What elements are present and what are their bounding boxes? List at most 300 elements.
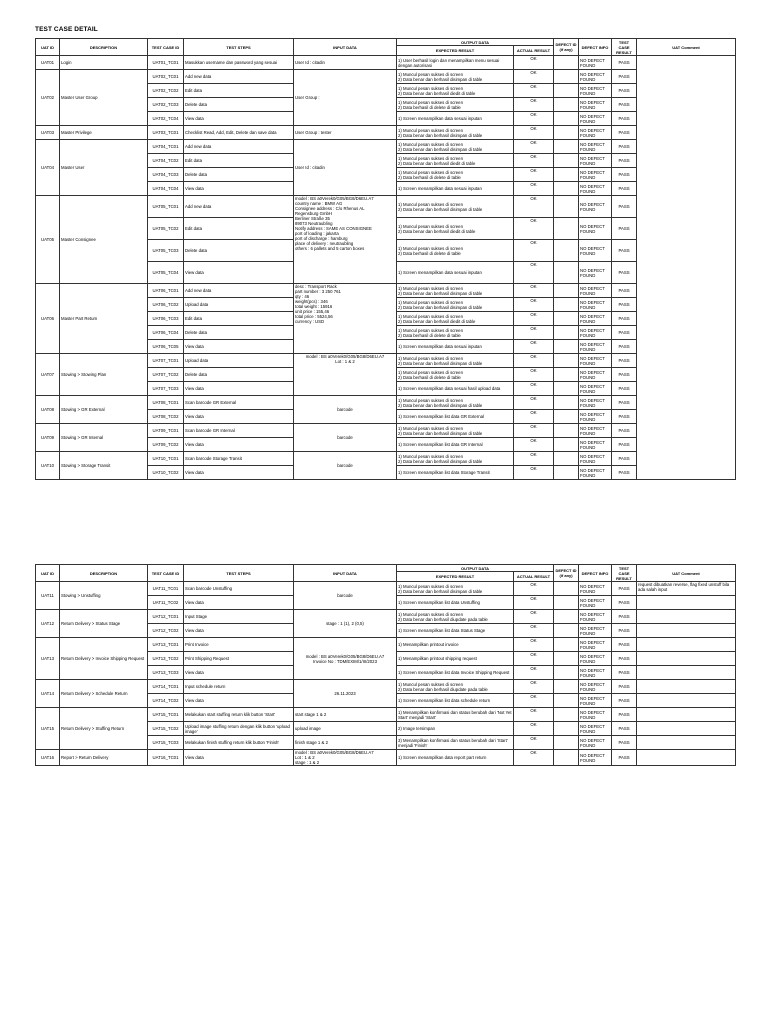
test-step-cell: Melakukan start stuffing return klik button 'Start' [184, 708, 294, 722]
defect-id-cell [554, 396, 579, 410]
table-row [36, 610, 736, 624]
expected-result-cell: 1) Muncul pesan sukses di screen 2) Data benar dan berhasil disimpan di table [397, 582, 514, 596]
table-row [36, 284, 736, 298]
test-case-result-cell: PASS [612, 638, 637, 652]
actual-result-cell: OK [514, 438, 554, 452]
uat-comment-cell [637, 624, 736, 638]
input-data-cell: finish stage 1 & 2 [294, 736, 397, 750]
test-step-cell: Upload data [184, 354, 294, 368]
header-defect-info: DEFECT INFO [579, 565, 612, 582]
test-case-id-cell: UAT11_TC02 [148, 596, 184, 610]
test-case-id-cell: UAT01_TC01 [148, 56, 184, 70]
input-data-cell: barcode [294, 396, 397, 424]
test-case-result-cell: PASS [612, 694, 637, 708]
description-cell: Stowing > Stowing Plan [60, 354, 148, 396]
uat-comment-cell [637, 708, 736, 722]
defect-id-cell [554, 298, 579, 312]
expected-result-cell: 1) Muncul pesan sukses di screen 2) Data berhasil di delete di table [397, 168, 514, 182]
test-step-cell: View data [184, 694, 294, 708]
test-step-cell: Scan barcode Unstuffing [184, 582, 294, 596]
defect-id-cell [554, 466, 579, 480]
table-row [36, 638, 736, 652]
expected-result-cell: 1) Screen menampilkan list data Storage Transit [397, 466, 514, 480]
description-cell: Master User [60, 140, 148, 196]
defect-id-cell [554, 98, 579, 112]
test-case-id-cell: UAT03_TC01 [148, 126, 184, 140]
test-step-cell: Edit data [184, 218, 294, 240]
expected-result-cell: 1) Muncul pesan sukses di screen 2) Data benar dan berhasil disimpan di table [397, 424, 514, 438]
test-step-cell: Checklist Read, Add, Edit, Delete dan save data [184, 126, 294, 140]
defect-info-cell: NO DEFECT FOUND [579, 112, 612, 126]
expected-result-cell: 1) Screen menampilkan list data Unstuffing [397, 596, 514, 610]
test-case-id-cell: UAT13_TC03 [148, 666, 184, 680]
test-case-id-cell: UAT13_TC01 [148, 638, 184, 652]
test-case-result-cell: PASS [612, 596, 637, 610]
defect-id-cell [554, 452, 579, 466]
test-step-cell: Masukkan username dan password yang sesuai [184, 56, 294, 70]
test-step-cell: Add new data [184, 70, 294, 84]
test-case-result-cell: PASS [612, 312, 637, 326]
description-cell: Return Delivery > Schedule Return [60, 680, 148, 708]
expected-result-cell: 1) Muncul pesan sukses di screen 2) Data benar dan berhasil diupdate pada table [397, 610, 514, 624]
expected-result-cell: 1) Muncul pesan sukses di screen 2) Data benar dan berhasil disimpan di table [397, 140, 514, 154]
actual-result-cell: OK [514, 312, 554, 326]
actual-result-cell: OK [514, 694, 554, 708]
uat-comment-cell [637, 680, 736, 694]
expected-result-cell: 3) Menampilkan konfirmasi dan status berubah dari 'Start' menjadi 'Finish' [397, 736, 514, 750]
description-cell: Stowing > GR Internal [60, 424, 148, 452]
defect-id-cell [554, 218, 579, 240]
actual-result-cell: OK [514, 240, 554, 262]
test-step-cell: Melakukan finish stuffing return klik button 'Finish' [184, 736, 294, 750]
table-row [36, 708, 736, 722]
defect-info-cell: NO DEFECT FOUND [579, 168, 612, 182]
test-case-id-cell: UAT08_TC02 [148, 410, 184, 424]
test-case-id-cell: UAT05_TC03 [148, 240, 184, 262]
defect-id-cell [554, 312, 579, 326]
test-step-cell: View data [184, 596, 294, 610]
test-case-id-cell: UAT16_TC01 [148, 750, 184, 766]
test-step-cell: Delete data [184, 98, 294, 112]
actual-result-cell: OK [514, 98, 554, 112]
test-case-id-cell: UAT15_TC01 [148, 708, 184, 722]
test-case-result-cell: PASS [612, 84, 637, 98]
uat-id-cell: UAT14 [36, 680, 60, 708]
header-test-case-result: TEST CASE RESULT [612, 39, 637, 56]
actual-result-cell: OK [514, 652, 554, 666]
table-row [36, 396, 736, 410]
test-case-id-cell: UAT04_TC01 [148, 140, 184, 154]
header-output-data: OUTPUT DATA [397, 39, 554, 46]
defect-info-cell: NO DEFECT FOUND [579, 182, 612, 196]
test-step-cell: View data [184, 466, 294, 480]
defect-id-cell [554, 652, 579, 666]
input-data-cell: 26.11.2023 [294, 680, 397, 708]
test-case-result-cell: PASS [612, 154, 637, 168]
test-case-id-cell: UAT10_TC02 [148, 466, 184, 480]
expected-result-cell: 1) Muncul pesan sukses di screen 2) Data benar dan berhasil disimpan di table [397, 70, 514, 84]
defect-id-cell [554, 56, 579, 70]
input-data-cell: start stage 1 & 2 [294, 708, 397, 722]
defect-info-cell: NO DEFECT FOUND [579, 84, 612, 98]
defect-info-cell: NO DEFECT FOUND [579, 382, 612, 396]
test-case-result-cell: PASS [612, 240, 637, 262]
test-case-id-cell: UAT06_TC02 [148, 298, 184, 312]
header-expected-result: EXPECTED RESULT [397, 572, 514, 582]
test-case-result-cell: PASS [612, 410, 637, 424]
test-step-cell: View data [184, 112, 294, 126]
actual-result-cell: OK [514, 680, 554, 694]
header-expected-result: EXPECTED RESULT [397, 46, 514, 56]
header-uat-id: UAT ID [36, 565, 60, 582]
uat-id-cell: UAT16 [36, 750, 60, 766]
test-case-result-cell: PASS [612, 70, 637, 84]
uat-comment-cell [637, 666, 736, 680]
uat-id-cell: UAT02 [36, 70, 60, 126]
expected-result-cell: 1) Muncul pesan sukses di screen 2) Data berhasil di delete di table [397, 368, 514, 382]
defect-id-cell [554, 666, 579, 680]
test-case-result-cell: PASS [612, 382, 637, 396]
actual-result-cell: OK [514, 298, 554, 312]
test-step-cell: Edit data [184, 84, 294, 98]
uat-id-cell: UAT05 [36, 196, 60, 284]
test-case-id-cell: UAT05_TC02 [148, 218, 184, 240]
test-case-id-cell: UAT05_TC01 [148, 196, 184, 218]
defect-info-cell: NO DEFECT FOUND [579, 56, 612, 70]
test-case-result-cell: PASS [612, 218, 637, 240]
test-step-cell: Scan barcode GR External [184, 396, 294, 410]
defect-info-cell: NO DEFECT FOUND [579, 736, 612, 750]
test-case-id-cell: UAT14_TC02 [148, 694, 184, 708]
table-row [36, 126, 736, 140]
defect-info-cell: NO DEFECT FOUND [579, 218, 612, 240]
header-actual-result: ACTUAL RESULT [514, 572, 554, 582]
test-case-result-cell: PASS [612, 424, 637, 438]
defect-info-cell: NO DEFECT FOUND [579, 126, 612, 140]
expected-result-cell: 1) Screen menampilkan list data GR External [397, 410, 514, 424]
defect-id-cell [554, 168, 579, 182]
defect-info-cell: NO DEFECT FOUND [579, 638, 612, 652]
table-row [36, 56, 736, 70]
uat-comment-cell [637, 610, 736, 624]
defect-id-cell [554, 126, 579, 140]
defect-info-cell: NO DEFECT FOUND [579, 596, 612, 610]
test-case-result-cell: PASS [612, 722, 637, 736]
test-case-id-cell: UAT15_TC03 [148, 736, 184, 750]
input-data-cell: User Id : citadin [294, 140, 397, 196]
test-case-id-cell: UAT06_TC01 [148, 284, 184, 298]
uat-id-cell: UAT03 [36, 126, 60, 140]
expected-result-cell: 1) Muncul pesan sukses di screen 2) Data berhasil di delete di table [397, 240, 514, 262]
description-cell: Master Consignee [60, 196, 148, 284]
expected-result-cell: 1) Screen menampilkan data sesuai inputan [397, 262, 514, 284]
test-step-cell: View data [184, 438, 294, 452]
defect-id-cell [554, 340, 579, 354]
test-step-cell: View data [184, 382, 294, 396]
expected-result-cell: 1) Muncul pesan sukses di screen 2) Data benar dan berhasil diupdate pada table [397, 680, 514, 694]
description-cell: Master Part Return [60, 284, 148, 354]
test-case-result-cell: PASS [612, 438, 637, 452]
defect-info-cell: NO DEFECT FOUND [579, 196, 612, 218]
expected-result-cell: 1) Screen menampilkan data sesuai inputan [397, 340, 514, 354]
test-step-cell: Edit data [184, 154, 294, 168]
test-case-result-cell: PASS [612, 680, 637, 694]
defect-id-cell [554, 694, 579, 708]
defect-info-cell: NO DEFECT FOUND [579, 140, 612, 154]
uat-id-cell: UAT15 [36, 708, 60, 750]
table-row [36, 424, 736, 438]
uat-comment-cell [637, 652, 736, 666]
actual-result-cell: OK [514, 368, 554, 382]
expected-result-cell: 1) Screen menampilkan data report part return [397, 750, 514, 766]
actual-result-cell: OK [514, 84, 554, 98]
uat-id-cell: UAT11 [36, 582, 60, 610]
test-case-id-cell: UAT02_TC03 [148, 98, 184, 112]
defect-id-cell [554, 596, 579, 610]
test-case-table-2 [35, 564, 736, 766]
actual-result-cell: OK [514, 56, 554, 70]
table-row [36, 354, 736, 368]
expected-result-cell: 1) Muncul pesan sukses di screen 2) Data benar dan berhasil diedit di table [397, 218, 514, 240]
description-cell: Master Privilege [60, 126, 148, 140]
expected-result-cell: 1) Muncul pesan sukses di screen 2) Data benar dan berhasil disimpan di table [397, 452, 514, 466]
test-step-cell: Upload data [184, 298, 294, 312]
test-step-cell: Edit data [184, 312, 294, 326]
expected-result-cell: 1) Screen menampilkan list data Status Stage [397, 624, 514, 638]
test-case-id-cell: UAT04_TC03 [148, 168, 184, 182]
defect-info-cell: NO DEFECT FOUND [579, 582, 612, 596]
actual-result-cell: OK [514, 452, 554, 466]
defect-id-cell [554, 196, 579, 218]
defect-info-cell: NO DEFECT FOUND [579, 708, 612, 722]
table-row [36, 196, 736, 218]
actual-result-cell: OK [514, 596, 554, 610]
actual-result-cell: OK [514, 284, 554, 298]
description-cell: Login [60, 56, 148, 70]
test-case-result-cell: PASS [612, 582, 637, 596]
test-case-id-cell: UAT04_TC04 [148, 182, 184, 196]
test-case-result-cell: PASS [612, 168, 637, 182]
header-input-data: INPUT DATA [294, 39, 397, 56]
uat-comment-cell [637, 750, 736, 766]
input-data-cell: model : BS a0Verek0/G05/BG8/D6EU.A7 Lot : 1 & 2 stage : 1 & 2 [294, 750, 397, 766]
actual-result-cell: OK [514, 624, 554, 638]
test-case-result-cell: PASS [612, 750, 637, 766]
test-case-result-cell: PASS [612, 396, 637, 410]
expected-result-cell: 1) User berhasil login dan menampilkan menu sesuai dengan autorisasi [397, 56, 514, 70]
test-step-cell: Delete data [184, 168, 294, 182]
actual-result-cell: OK [514, 196, 554, 218]
test-case-result-cell: PASS [612, 708, 637, 722]
defect-info-cell: NO DEFECT FOUND [579, 284, 612, 298]
test-case-result-cell: PASS [612, 196, 637, 218]
test-case-id-cell: UAT07_TC02 [148, 368, 184, 382]
uat-comment-cell [637, 56, 736, 480]
test-case-id-cell: UAT07_TC03 [148, 382, 184, 396]
defect-info-cell: NO DEFECT FOUND [579, 694, 612, 708]
input-data-cell: User Group : [294, 70, 397, 126]
defect-id-cell [554, 722, 579, 736]
actual-result-cell: OK [514, 666, 554, 680]
defect-info-cell: NO DEFECT FOUND [579, 624, 612, 638]
table-row [36, 680, 736, 694]
expected-result-cell: 1) Muncul pesan sukses di screen 2) Data benar dan berhasil disimpan di table [397, 196, 514, 218]
header-actual-result: ACTUAL RESULT [514, 46, 554, 56]
uat-comment-cell [637, 638, 736, 652]
expected-result-cell: 2) Image tersimpan [397, 722, 514, 736]
input-data-cell: barcode [294, 424, 397, 452]
actual-result-cell: OK [514, 582, 554, 596]
test-case-result-cell: PASS [612, 666, 637, 680]
defect-info-cell: NO DEFECT FOUND [579, 396, 612, 410]
test-step-cell: Input Stage [184, 610, 294, 624]
defect-id-cell [554, 438, 579, 452]
header-test-steps: TEST STEPS [184, 39, 294, 56]
test-case-id-cell: UAT08_TC01 [148, 396, 184, 410]
input-data-cell: model : BS a0Verek0/G05/BG8/D6EU.A7 Invoice No : TDM/EXIM/1/III/2023 [294, 638, 397, 680]
defect-info-cell: NO DEFECT FOUND [579, 680, 612, 694]
expected-result-cell: 1) Muncul pesan sukses di screen 2) Data benar dan berhasil disimpan di table [397, 354, 514, 368]
actual-result-cell: OK [514, 126, 554, 140]
input-data-cell: upload image [294, 722, 397, 736]
defect-id-cell [554, 610, 579, 624]
test-case-result-cell: PASS [612, 140, 637, 154]
defect-id-cell [554, 736, 579, 750]
description-cell: Return Delivery > Invoice Shipping Request [60, 638, 148, 680]
actual-result-cell: OK [514, 466, 554, 480]
defect-id-cell [554, 262, 579, 284]
actual-result-cell: OK [514, 610, 554, 624]
test-case-id-cell: UAT15_TC02 [148, 722, 184, 736]
description-cell: Return Delivery > Stuffing Return [60, 708, 148, 750]
defect-id-cell [554, 284, 579, 298]
test-case-result-cell: PASS [612, 298, 637, 312]
defect-id-cell [554, 112, 579, 126]
header-uat-comment: UAT Comment [637, 39, 736, 56]
uat-comment-cell: request dibuatkan reverse, flag fixed unstuff bila ada salah input [637, 582, 736, 596]
test-case-result-cell: PASS [612, 126, 637, 140]
expected-result-cell: 1) Muncul pesan sukses di screen 2) Data benar dan berhasil diedit di table [397, 84, 514, 98]
uat-id-cell: UAT09 [36, 424, 60, 452]
test-case-result-cell: PASS [612, 284, 637, 298]
expected-result-cell: 1) Muncul pesan sukses di screen 2) Data benar dan berhasil disimpan di table [397, 396, 514, 410]
test-step-cell: Delete data [184, 326, 294, 340]
test-case-id-cell: UAT06_TC04 [148, 326, 184, 340]
expected-result-cell: 1) Screen menampilkan data sesuai inputan [397, 112, 514, 126]
defect-id-cell [554, 140, 579, 154]
test-case-id-cell: UAT02_TC02 [148, 84, 184, 98]
defect-info-cell: NO DEFECT FOUND [579, 452, 612, 466]
expected-result-cell: 1) Menampilkan printout invoice [397, 638, 514, 652]
test-case-result-cell: PASS [612, 340, 637, 354]
actual-result-cell: OK [514, 326, 554, 340]
table-row [36, 452, 736, 466]
test-case-id-cell: UAT12_TC01 [148, 610, 184, 624]
header-defect-info: DEFECT INFO [579, 39, 612, 56]
test-case-id-cell: UAT06_TC05 [148, 340, 184, 354]
test-step-cell: View data [184, 624, 294, 638]
test-case-id-cell: UAT12_TC02 [148, 624, 184, 638]
test-step-cell: Add new data [184, 196, 294, 218]
defect-info-cell: NO DEFECT FOUND [579, 240, 612, 262]
uat-id-cell: UAT13 [36, 638, 60, 680]
uat-comment-cell [637, 722, 736, 736]
expected-result-cell: 1) Menampilkan printout shipping request [397, 652, 514, 666]
defect-info-cell: NO DEFECT FOUND [579, 722, 612, 736]
expected-result-cell: 1) Screen menampilkan data sesuai inputan [397, 182, 514, 196]
header-defect-id: DEFECT ID (if any) [554, 39, 579, 56]
defect-id-cell [554, 638, 579, 652]
uat-comment-cell [637, 736, 736, 750]
test-case-result-cell: PASS [612, 736, 637, 750]
input-data-cell: desc : Transport Rack part number : 3 250 761 qty : 46 weight(pcs) : 346 total weight : 15916 unit price : 155,46 total price : 5524,56 currency : USD [294, 284, 397, 354]
defect-id-cell [554, 240, 579, 262]
actual-result-cell: OK [514, 340, 554, 354]
defect-info-cell: NO DEFECT FOUND [579, 666, 612, 680]
expected-result-cell: 1) Screen menampilkan list data GR Internal [397, 438, 514, 452]
actual-result-cell: OK [514, 218, 554, 240]
header-description: DESCRIPTION [60, 39, 148, 56]
uat-id-cell: UAT10 [36, 452, 60, 480]
defect-info-cell: NO DEFECT FOUND [579, 652, 612, 666]
test-step-cell: Upload image stuffing return dengan klik button 'upload image' [184, 722, 294, 736]
expected-result-cell: 1) Muncul pesan sukses di screen 2) Data berhasil di delete di table [397, 98, 514, 112]
defect-id-cell [554, 84, 579, 98]
uat-id-cell: UAT04 [36, 140, 60, 196]
input-data-cell: User Id : citadin [294, 56, 397, 70]
actual-result-cell: OK [514, 168, 554, 182]
defect-id-cell [554, 582, 579, 596]
test-case-result-cell: PASS [612, 466, 637, 480]
input-data-cell: barcode [294, 582, 397, 610]
defect-info-cell: NO DEFECT FOUND [579, 154, 612, 168]
test-step-cell: Scan barcode Storage Transit [184, 452, 294, 466]
test-case-result-cell: PASS [612, 112, 637, 126]
test-step-cell: View data [184, 666, 294, 680]
test-case-table-1 [35, 38, 736, 480]
table-row [36, 750, 736, 766]
expected-result-cell: 1) Screen menampilkan data sesuai hasil upload data [397, 382, 514, 396]
test-step-cell: Add new data [184, 284, 294, 298]
actual-result-cell: OK [514, 708, 554, 722]
test-case-result-cell: PASS [612, 368, 637, 382]
test-step-cell: Add new data [184, 140, 294, 154]
input-data-cell: barcode [294, 452, 397, 480]
uat-comment-cell [637, 596, 736, 610]
test-case-result-cell: PASS [612, 262, 637, 284]
actual-result-cell: OK [514, 410, 554, 424]
defect-info-cell: NO DEFECT FOUND [579, 410, 612, 424]
description-cell: Stowing > Unstuffing [60, 582, 148, 610]
uat-id-cell: UAT12 [36, 610, 60, 638]
actual-result-cell: OK [514, 396, 554, 410]
actual-result-cell: OK [514, 750, 554, 766]
test-case-result-cell: PASS [612, 624, 637, 638]
actual-result-cell: OK [514, 154, 554, 168]
test-step-cell: View data [184, 340, 294, 354]
defect-id-cell [554, 424, 579, 438]
test-case-result-cell: PASS [612, 98, 637, 112]
test-case-result-cell: PASS [612, 326, 637, 340]
description-cell: Stowing > Storage Transit [60, 452, 148, 480]
expected-result-cell: 1) Screen menampilkan list data schedule return [397, 694, 514, 708]
header-test-case-id: TEST CASE ID [148, 565, 184, 582]
test-case-id-cell: UAT06_TC03 [148, 312, 184, 326]
actual-result-cell: OK [514, 262, 554, 284]
defect-info-cell: NO DEFECT FOUND [579, 368, 612, 382]
defect-info-cell: NO DEFECT FOUND [579, 312, 612, 326]
test-case-id-cell: UAT14_TC01 [148, 680, 184, 694]
